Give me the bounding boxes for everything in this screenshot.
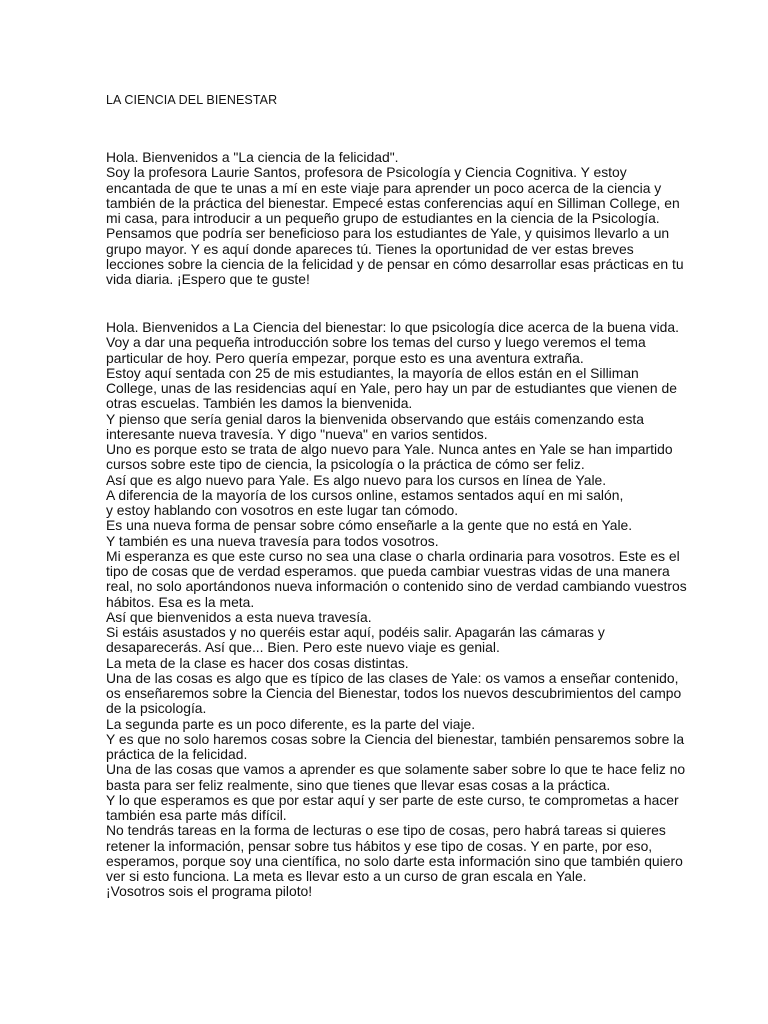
text-line: real, no solo aportándonos nueva información o contenido sino de verdad cambiando vuestros (106, 578, 687, 595)
text-line: La segunda parte es un poco diferente, es la parte del viaje. (106, 715, 476, 732)
text-line: cursos sobre este tipo de ciencia, la psicología o la práctica de cómo ser feliz. (106, 456, 585, 473)
text-line: Y es que no solo haremos cosas sobre la Ciencia del bienestar, también pensaremos sobre la (106, 730, 685, 747)
text-line: Pensamos que podría ser beneficioso para los estudiantes de Yale, y quisimos llevarlo a un (106, 225, 670, 242)
text-line: No tendrás tareas en la forma de lecturas o ese tipo de cosas, pero habrá tareas si quieres (106, 822, 666, 839)
text-line: College, unas de las residencias aquí en Yale, pero hay un par de estudiantes que vienen de (106, 380, 677, 396)
text-line: también de la práctica del bienestar. Empecé estas conferencias aquí en Silliman College, en (106, 194, 680, 211)
text-line: Así que es algo nuevo para Yale. Es algo nuevo para los cursos en línea de Yale. (106, 471, 607, 488)
text-line: vida diaria. ¡Espero que te guste! (106, 271, 310, 287)
text-line: Uno es porque esto se trata de algo nuevo para Yale. Nunca antes en Yale se han impartido (106, 441, 673, 457)
text-line: de la psicología. (106, 700, 207, 717)
text-line: encantada de que te unas a mí en este viaje para aprender un poco acerca de la ciencia y (106, 179, 662, 196)
text-line: hábitos. Esa es la meta. (106, 593, 255, 610)
text-line: grupo mayor. Y es aquí donde apareces tú. Tienes la oportunidad de ver estas breves (106, 240, 634, 257)
text-line: Voy a dar una pequeña introducción sobre los temas del curso y luego veremos el tema (106, 334, 646, 351)
text-line: práctica de la felicidad. (106, 746, 248, 762)
text-line: Hola. Bienvenidos a "La ciencia de la felicidad". (106, 149, 399, 165)
text-line: Y pienso que sería genial daros la bienvenida observando que estáis comenzando esta (106, 410, 644, 427)
text-line: Soy la profesora Laurie Santos, profesora de Psicología y Ciencia Cognitiva. Y estoy (106, 164, 627, 181)
text-line: tipo de cosas que de verdad esperamos. que pueda cambiar vuestras vidas de una manera (106, 563, 670, 579)
text-line: basta para ser feliz realmente, sino que tienes que llevar esas cosas a la práctica. (106, 776, 611, 793)
text-line: Estoy aquí sentada con 25 de mis estudiantes, la mayoría de ellos están en el Silliman (106, 364, 639, 381)
text-line: Una de las cosas es algo que es típico de las clases de Yale: os vamos a enseñar contenido, (106, 669, 679, 686)
document-title: LA CIENCIA DEL BIENESTAR (106, 93, 278, 107)
section-introduction (106, 149, 684, 287)
text-line: Así que bienvenidos a esta nueva travesía. (106, 608, 372, 625)
text-line: particular de hoy. Pero quería empezar, porque esto es una aventura extraña. (106, 349, 584, 366)
text-line: también esa parte más difícil. (106, 807, 287, 823)
text-line: retener la información, pensar sobre tus hábitos y ese tipo de cosas. Y en parte, por eso, (106, 837, 653, 854)
text-line: ver si esto funciona. La meta es llevar esto a un curso de gran escala en Yale. (106, 868, 587, 884)
text-line: Hola. Bienvenidos a La Ciencia del bienestar: lo que psicología dice acerca de la buena vida. (106, 319, 679, 335)
text-line: Y también es una nueva travesía para todos vosotros. (106, 532, 439, 549)
text-line: Una de las cosas que vamos a aprender es que solamente saber sobre lo que te hace feliz no (106, 761, 686, 778)
text-line: Y lo que esperamos es que por estar aquí y ser parte de este curso, te comprometas a hacer (106, 791, 679, 808)
text-line: Mi esperanza es que este curso no sea una clase o charla ordinaria para vosotros. Este es el (106, 547, 680, 564)
text-line: os enseñaremos sobre la Ciencia del Bienestar, todos los nuevos descubrimientos del campo (106, 685, 682, 701)
text-line: interesante nueva travesía. Y digo "nueva" en varios sentidos. (106, 425, 488, 442)
text-line: Es una nueva forma de pensar sobre cómo enseñarle a la gente que no está en Yale. (106, 517, 633, 534)
text-line: desaparecerás. Así que... Bien. Pero este nuevo viaje es genial. (106, 639, 500, 656)
text-line: mi casa, para introducir a un pequeño grupo de estudiantes en la ciencia de la Psicología. (106, 210, 660, 226)
text-line: esperamos, porque soy una científica, no solo darte esta información sino que también quiero (106, 852, 683, 869)
text-line: lecciones sobre la ciencia de la felicidad y de pensar en cómo desarrollar esas prácticas en tu (106, 255, 684, 272)
text-line: A diferencia de la mayoría de los cursos online, estamos sentados aquí en mi salón, (106, 486, 624, 503)
text-line: y estoy hablando con vosotros en este lugar tan cómodo. (106, 502, 459, 518)
text-line: ¡Vosotros sois el programa piloto! (106, 883, 313, 900)
text-line: otras escuelas. También les damos la bienvenida. (106, 395, 413, 412)
section-transcript (106, 319, 687, 900)
text-line: La meta de la clase es hacer dos cosas distintas. (106, 654, 409, 671)
text-line: Si estáis asustados y no queréis estar aquí, podéis salir. Apagarán las cámaras y (106, 624, 605, 640)
